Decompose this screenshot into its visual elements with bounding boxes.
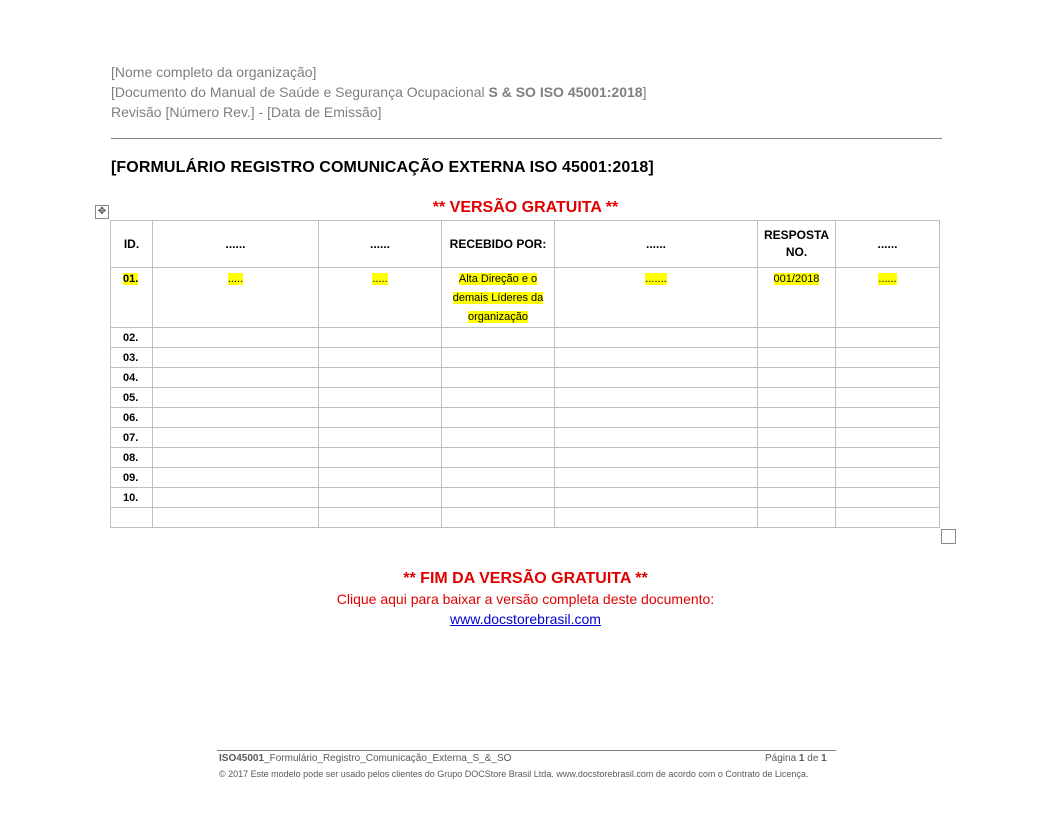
end-notice	[0, 569, 1051, 629]
table-row	[111, 488, 940, 508]
table-cell[interactable]	[442, 368, 555, 388]
header-id: ID.	[111, 221, 153, 268]
row-id[interactable]: 05.	[111, 388, 153, 408]
table-cell[interactable]	[836, 388, 940, 408]
table-cell[interactable]	[758, 468, 836, 488]
table-cell[interactable]	[555, 468, 758, 488]
table-cell[interactable]	[555, 408, 758, 428]
row-id[interactable]: 04.	[111, 368, 153, 388]
row-id[interactable]: 06.	[111, 408, 153, 428]
table-cell[interactable]	[758, 508, 836, 528]
table-cell[interactable]	[555, 508, 758, 528]
manual-reference: [Documento do Manual de Saúde e Segurança Ocupacional S & SO ISO 45001:2018]	[111, 84, 647, 100]
table-cell[interactable]	[319, 428, 442, 448]
row-id[interactable]: 07.	[111, 428, 153, 448]
table-cell[interactable]	[319, 328, 442, 348]
table-cell[interactable]	[153, 388, 319, 408]
table-cell[interactable]	[153, 468, 319, 488]
table-cell[interactable]	[153, 368, 319, 388]
table-cell[interactable]	[758, 448, 836, 468]
organization-name: [Nome completo da organização]	[111, 64, 317, 80]
table-cell[interactable]	[442, 328, 555, 348]
table-cell[interactable]	[836, 428, 940, 448]
table-cell[interactable]	[555, 488, 758, 508]
table-resize-handle[interactable]	[941, 529, 956, 544]
table-cell[interactable]	[555, 388, 758, 408]
table-cell[interactable]	[836, 408, 940, 428]
row-id[interactable]: 03.	[111, 348, 153, 368]
footer-copyright: © 2017 Este modelo pode ser usado pelos clientes do Grupo DOCStore Brasil Ltda. www.docstorebrasil.com de acordo com o Contrato de Licença.	[219, 769, 809, 779]
table-cell[interactable]	[836, 468, 940, 488]
table-row	[111, 328, 940, 348]
table-cell[interactable]	[442, 408, 555, 428]
table-cell[interactable]	[442, 448, 555, 468]
row-id[interactable]: 08.	[111, 448, 153, 468]
download-link[interactable]: www.docstorebrasil.com	[450, 611, 601, 627]
table-cell[interactable]	[442, 468, 555, 488]
table-cell[interactable]	[555, 448, 758, 468]
table-cell[interactable]	[555, 428, 758, 448]
table-row	[111, 448, 940, 468]
table-cell[interactable]	[319, 388, 442, 408]
table-cell[interactable]	[319, 468, 442, 488]
table-row	[111, 268, 940, 328]
table-cell[interactable]: ......	[836, 268, 940, 328]
end-free-version-title: ** FIM DA VERSÃO GRATUITA **	[403, 570, 648, 587]
table-cell[interactable]	[555, 328, 758, 348]
table-cell[interactable]	[153, 448, 319, 468]
table-cell[interactable]	[319, 348, 442, 368]
table-cell[interactable]	[758, 328, 836, 348]
table-row	[111, 508, 940, 528]
header-col-3: ......	[319, 221, 442, 268]
table-cell[interactable]	[555, 348, 758, 368]
document-header	[111, 62, 646, 122]
table-move-icon[interactable]: ✥	[95, 205, 109, 219]
header-col-2: ......	[153, 221, 319, 268]
table-cell[interactable]: .......	[555, 268, 758, 328]
table-row	[111, 368, 940, 388]
table-cell[interactable]	[153, 348, 319, 368]
table-cell[interactable]	[153, 328, 319, 348]
table-cell[interactable]	[836, 328, 940, 348]
table-cell[interactable]	[758, 388, 836, 408]
table-cell[interactable]	[442, 388, 555, 408]
table-cell[interactable]	[153, 488, 319, 508]
row-id[interactable]: 09.	[111, 468, 153, 488]
table-cell[interactable]	[836, 348, 940, 368]
table-cell[interactable]	[758, 488, 836, 508]
header-col-5: ......	[555, 221, 758, 268]
row-id[interactable]: 01.	[111, 268, 153, 328]
table-cell[interactable]	[319, 488, 442, 508]
empty-rows	[111, 328, 940, 528]
table-cell[interactable]	[442, 488, 555, 508]
row-id[interactable]: 02.	[111, 328, 153, 348]
table-cell[interactable]	[758, 408, 836, 428]
table-row	[111, 388, 940, 408]
table-cell[interactable]: .....	[319, 268, 442, 328]
table-cell[interactable]	[836, 368, 940, 388]
table-cell[interactable]	[836, 508, 940, 528]
table-cell[interactable]	[758, 428, 836, 448]
table-cell[interactable]	[442, 428, 555, 448]
form-title: [FORMULÁRIO REGISTRO COMUNICAÇÃO EXTERNA ISO 45001:2018]	[111, 159, 654, 176]
download-instruction: Clique aqui para baixar a versão completa deste documento:	[336, 591, 715, 607]
table-cell[interactable]	[836, 488, 940, 508]
header-received-by: RECEBIDO POR:	[442, 221, 555, 268]
table-cell[interactable]	[319, 368, 442, 388]
header-divider	[111, 138, 942, 139]
table-cell[interactable]	[758, 368, 836, 388]
table-cell[interactable]	[442, 508, 555, 528]
table-cell[interactable]	[153, 508, 319, 528]
table-cell[interactable]	[758, 348, 836, 368]
table-cell[interactable]: .....	[153, 268, 319, 328]
received-by-cell[interactable]: Alta Direção e o demais Líderes da organização	[442, 268, 555, 328]
table-cell[interactable]	[555, 368, 758, 388]
table-cell[interactable]	[836, 448, 940, 468]
footer-page-number: Página 1 de 1	[765, 753, 827, 764]
row-id[interactable]: 10.	[111, 488, 153, 508]
response-no-cell[interactable]: 001/2018	[758, 268, 836, 328]
row-id[interactable]	[111, 508, 153, 528]
table-row	[111, 408, 940, 428]
table-cell[interactable]	[319, 508, 442, 528]
table-cell[interactable]	[442, 348, 555, 368]
table-row	[111, 428, 940, 448]
table-cell[interactable]	[319, 408, 442, 428]
revision-line: Revisão [Número Rev.] - [Data de Emissão]	[111, 104, 382, 120]
table-row	[111, 348, 940, 368]
table-header-row	[111, 221, 940, 268]
footer-document-name: ISO45001_Formulário_Registro_Comunicação_Externa_S_&_SO	[219, 753, 512, 764]
free-version-notice: ** VERSÃO GRATUITA **	[432, 199, 619, 216]
manual-standard: S & SO ISO 45001:2018	[488, 84, 643, 100]
header-col-7: ......	[836, 221, 940, 268]
table-cell[interactable]	[319, 448, 442, 468]
table-row	[111, 468, 940, 488]
communication-register-table	[110, 220, 940, 528]
table-cell[interactable]	[153, 408, 319, 428]
footer-divider	[217, 750, 836, 751]
table-cell[interactable]	[153, 428, 319, 448]
header-response-no: RESPOSTA NO.	[758, 221, 836, 268]
